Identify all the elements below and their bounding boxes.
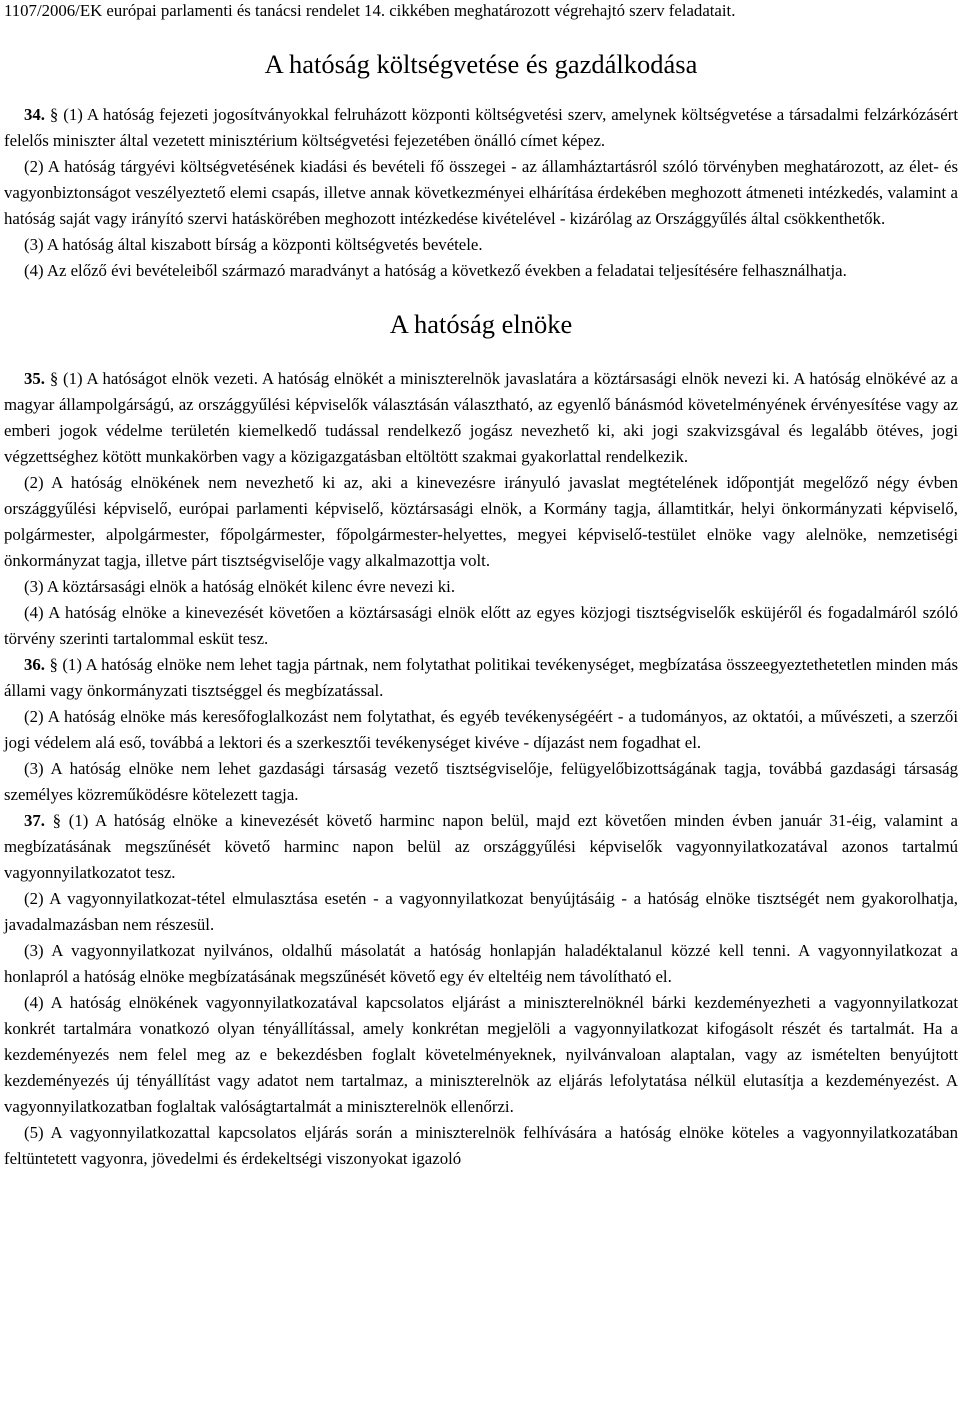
heading-authority-president: A hatóság elnöke [389, 309, 573, 339]
section-37 [4, 808, 958, 1172]
section-35 [4, 366, 958, 652]
section-35-number: 35. [24, 369, 45, 388]
section-37-paragraph-2: (2) A vagyonnyilatkozat-tétel elmulasztása esetén - a vagyonnyilatkozat benyújtásáig - a hatóság elnöke tisztségét nem gyakorolhatja, javadalmazásban nem részesül. [4, 889, 958, 934]
section-34-p1-text: § (1) A hatóság fejezeti jogosítványokkal felruházott központi költségvetési szerv, amelynek költségvetése a társadalmi felzárkózásért felelős miniszter által vezetett minisztérium költségvetési fejezetében önálló címet képez. [4, 105, 958, 150]
section-37-paragraph-1 [4, 808, 958, 886]
section-36 [4, 652, 958, 808]
section-35-paragraph-3: (3) A köztársasági elnök a hatóság elnökét kilenc évre nevezi ki. [24, 577, 456, 596]
section-36-paragraph-3: (3) A hatóság elnöke nem lehet gazdasági társaság vezető tisztségviselője, felügyelőbizottságának tagja, továbbá gazdasági társaság személyes közreműködésre kötelezett tagja. [4, 759, 958, 804]
section-36-p1-text: § (1) A hatóság elnöke nem lehet tagja pártnak, nem folytathat politikai tevékenységet, megbízatása összeegyeztethetetlen minden más állami vagy önkormányzati tisztséggel és megbízatással. [4, 655, 958, 700]
section-37-number: 37. [24, 811, 45, 830]
section-34-number: 34. [24, 105, 45, 124]
section-37-paragraph-3: (3) A vagyonnyilatkozat nyilvános, oldalhű másolatát a hatóság honlapján haladéktalanul közzé kell tenni. A vagyonnyilatkozat a honlapról a hatóság elnöke megbízatásának megszűnését követő egy év elteltéig nem távolítható el. [4, 941, 958, 986]
section-37-paragraph-4: (4) A hatóság elnökének vagyonnyilatkozatával kapcsolatos eljárást a miniszterelnöknél bárki kezdeményezheti a vagyonnyilatkozat konkrét tartalmára vonatkozó olyan tényállítással, amely konkrétan megjelöli a vagyonnyilatkozat kifogásolt részét és tartalmát. Ha a kezdeményezés nem felel meg az e bekezdésben foglalt követelményeknek, nyilvánvaloan alaptalan, vagy az ismételten benyújtott kezdeményezés új tényállítást vagy adatot nem tartalmaz, a miniszterelnök az eljárás lefolytatása nélkül elutasítja a kezdeményezést. A vagyonnyilatkozatban foglaltak valóságtartalmát a miniszterelnök ellenőrzi. [4, 993, 958, 1116]
section-37-p1-text: § (1) A hatóság elnöke a kinevezését követő harminc napon belül, majd ezt követően minden évben január 31-éig, valamint a megbízatásának megszűnését követő harminc napon belül az országgyűlési képviselők vagyonnyilatkozatával azonos tartalmú vagyonnyilatkozatot tesz. [4, 811, 959, 882]
section-34 [4, 102, 958, 284]
document-page [4, 0, 958, 1172]
section-34-paragraph-3: (3) A hatóság által kiszabott bírság a központi költségvetés bevétele. [24, 235, 483, 254]
section-36-paragraph-2: (2) A hatóság elnöke más keresőfoglalkozást nem folytathat, és egyéb tevékenységéért - a tudományos, az oktatói, a művészeti, a szerzői jogi védelem alá eső, továbbá a lektori és a szerkesztői tevékenységet kivéve - díjazást nem fogadhat el. [4, 707, 958, 752]
section-35-paragraph-1 [4, 366, 958, 470]
section-35-p1-text: § (1) A hatóságot elnök vezeti. A hatóság elnökét a miniszterelnök javaslatára a köztársasági elnök nevezi ki. A hatóság elnökévé az a magyar állampolgárságú, az országgyűlési képviselők választásán választható, az egyenlő bánásmód követelményének érvényesítése vagy az emberi jogok védelme területén kiemelkedő tudással rendelkező jogász nevezhető ki, aki jogi szakvizsgával és legalább ötéves, jogi végzettséghez kötött munkakörben vagy a közigazgatásban eltöltött szakmai gyakorlattal rendelkezik. [4, 369, 958, 466]
section-34-paragraph-1 [4, 102, 958, 154]
section-34-paragraph-2: (2) A hatóság tárgyévi költségvetésének kiadási és bevételi fő összegei - az államháztartásról szóló törvényben meghatározott, az élet- és vagyonbiztonságot veszélyeztető elemi csapás, illetve annak következményei elhárítása érdekében meghozott átmeneti intézkedés, valamint a hatóság saját vagy irányító szervi hatáskörében meghozott intézkedése kivételével - kizárólag az Országgyűlés által csökkenthetők. [4, 157, 958, 228]
section-35-paragraph-2: (2) A hatóság elnökének nem nevezhető ki az, aki a kinevezésre irányuló javaslat megtételének időpontját megelőző négy évben országgyűlési képviselő, európai parlamenti képviselő, köztársasági elnök, a Kormány tagja, államtitkár, helyi önkormányzati képviselő, polgármester, alpolgármester, főpolgármester, főpolgármester-helyettes, megyei képviselő-testület elnöke vagy alelnöke, nemzetiségi önkormányzat tagja, illetve párt tisztségviselője vagy alkalmazottja volt. [4, 473, 958, 570]
previous-section-fragment: 1107/2006/EK európai parlamenti és tanácsi rendelet 14. cikkében meghatározott végrehajtó szerv feladatait. [4, 1, 736, 20]
section-36-number: 36. [24, 655, 45, 674]
section-37-paragraph-5: (5) A vagyonnyilatkozattal kapcsolatos eljárás során a miniszterelnök felhívására a hatóság elnöke köteles a vagyonnyilatkozatában feltüntetett vagyonra, jövedelmi és érdekeltségi viszonyokat igazoló [4, 1123, 958, 1168]
section-34-paragraph-4: (4) Az előző évi bevételeiből származó maradványt a hatóság a következő években a feladatai teljesítésére felhasználhatja. [24, 261, 847, 280]
heading-budget-and-management: A hatóság költségvetése és gazdálkodása [264, 49, 698, 79]
section-35-paragraph-4: (4) A hatóság elnöke a kinevezését követően a köztársasági elnök előtt az egyes közjogi tisztségviselők esküjéről és fogadalmáról szóló törvény szerinti tartalommal esküt tesz. [4, 603, 958, 648]
section-36-paragraph-1 [4, 652, 958, 704]
